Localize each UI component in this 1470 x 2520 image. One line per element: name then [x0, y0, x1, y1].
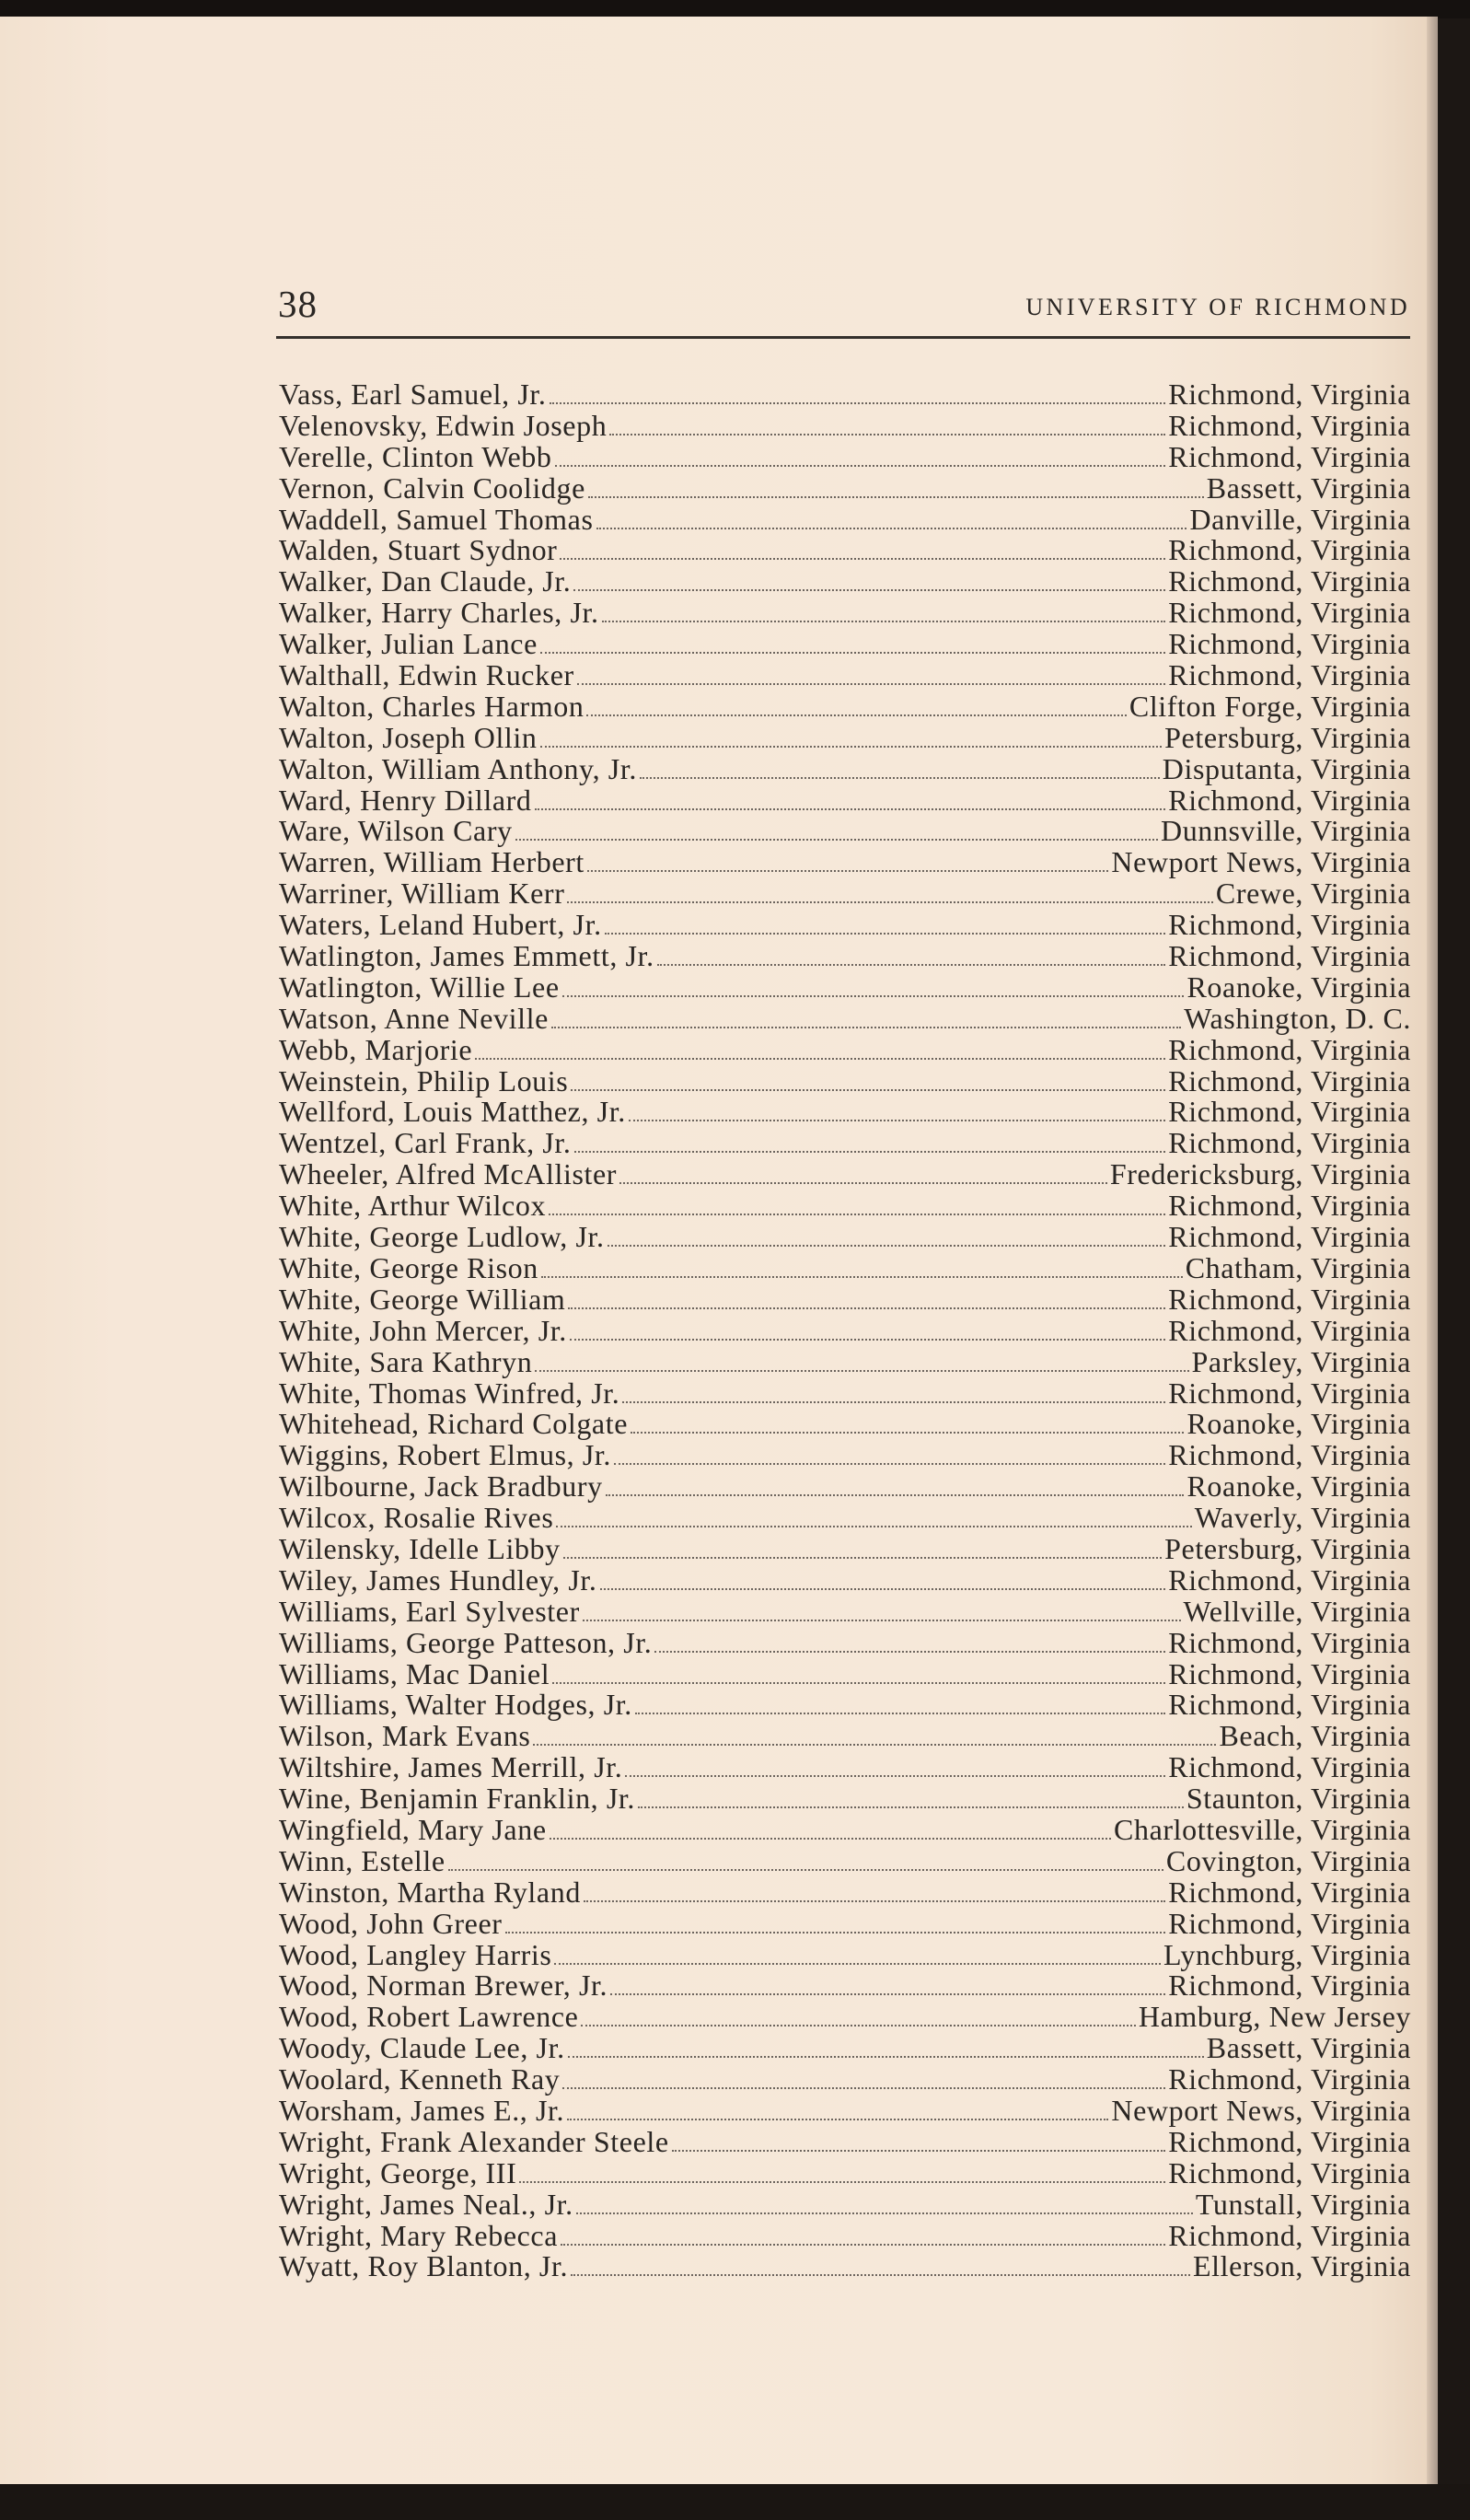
dot-leader	[602, 620, 1166, 622]
entry-place: Richmond, Virginia	[1168, 627, 1411, 661]
entry-place: Richmond, Virginia	[1168, 1220, 1411, 1254]
entry-name: Walden, Stuart Sydnor	[279, 533, 558, 567]
entry-name: Warriner, William Kerr	[279, 877, 565, 911]
directory-entry	[279, 1968, 1411, 2003]
entry-place: Richmond, Virginia	[1168, 408, 1411, 442]
entry-place: Hamburg, New Jersey	[1138, 2000, 1411, 2034]
directory-entry	[279, 752, 1411, 784]
dot-leader	[587, 869, 1109, 872]
dot-leader	[535, 807, 1166, 810]
entry-name: White, George William	[279, 1282, 566, 1316]
entry-place: Petersburg, Virginia	[1164, 720, 1411, 754]
dot-leader	[533, 1743, 1216, 1746]
directory-entry	[279, 1844, 1411, 1875]
entry-place: Chatham, Virginia	[1185, 1250, 1411, 1284]
dot-leader	[640, 776, 1160, 779]
entry-name: Wingfield, Mary Jane	[279, 1812, 547, 1846]
directory-entry	[279, 1157, 1411, 1189]
entry-place: Beach, Virginia	[1219, 1719, 1411, 1753]
dot-leader	[550, 1837, 1111, 1840]
header-rule	[276, 336, 1410, 339]
entry-place: Parksley, Virginia	[1191, 1344, 1411, 1378]
entry-name: Wood, Langley Harris	[279, 1937, 552, 1971]
entry-name: Verelle, Clinton Webb	[279, 439, 552, 473]
directory-entry	[279, 1064, 1411, 1096]
entry-name: Woolard, Kenneth Ray	[279, 2062, 561, 2096]
directory-entry	[279, 1314, 1411, 1345]
entry-name: Williams, Earl Sylvester	[279, 1594, 580, 1628]
entry-name: Woody, Claude Lee, Jr.	[279, 2031, 565, 2065]
dot-leader	[563, 1556, 1162, 1559]
directory-entry	[279, 845, 1411, 877]
directory-entry	[279, 564, 1411, 596]
entry-place: Richmond, Virginia	[1168, 1095, 1411, 1129]
dot-leader	[625, 1774, 1165, 1777]
entry-place: Newport News, Virginia	[1111, 845, 1411, 879]
dot-leader	[448, 1868, 1163, 1871]
directory-entry	[279, 690, 1411, 721]
dot-leader	[654, 1650, 1165, 1653]
directory-entry	[279, 1501, 1411, 1535]
entry-place: Richmond, Virginia	[1168, 908, 1411, 942]
directory-entry	[279, 471, 1411, 503]
dot-leader	[535, 1369, 1188, 1372]
dot-leader	[622, 1400, 1165, 1403]
directory-entry	[279, 877, 1411, 911]
entry-name: Weinstein, Philip Louis	[279, 1063, 569, 1097]
entry-place: Danville, Virginia	[1189, 502, 1411, 536]
directory-entry	[279, 721, 1411, 752]
dot-leader	[570, 1338, 1165, 1341]
directory-entry	[279, 440, 1411, 471]
entry-place: Richmond, Virginia	[1168, 1875, 1411, 1909]
entry-name: Wilensky, Idelle Libby	[279, 1531, 561, 1565]
directory-entry	[279, 2031, 1411, 2065]
running-head: UNIVERSITY OF RICHMOND	[1025, 294, 1410, 320]
entry-name: Walthall, Edwin Rucker	[279, 658, 574, 692]
dot-leader	[672, 2149, 1166, 2152]
entry-place: Dunnsville, Virginia	[1161, 814, 1411, 848]
entry-place: Disputanta, Virginia	[1162, 751, 1411, 785]
dot-leader	[550, 401, 1166, 404]
dot-leader	[608, 1244, 1166, 1247]
entry-name: Velenovsky, Edwin Joseph	[279, 408, 608, 442]
dot-leader	[505, 1931, 1166, 1934]
dot-leader	[554, 1962, 1161, 1965]
entry-name: Wheeler, Alfred McAllister	[279, 1157, 618, 1191]
directory-entry	[279, 2156, 1411, 2188]
entry-place: Roanoke, Virginia	[1186, 1407, 1411, 1441]
directory-entry	[279, 1438, 1411, 1472]
directory-entry	[279, 1002, 1411, 1033]
entry-place: Richmond, Virginia	[1168, 1656, 1411, 1690]
entry-name: Wentzel, Carl Frank, Jr.	[279, 1126, 572, 1160]
entry-place: Richmond, Virginia	[1168, 658, 1411, 692]
dot-leader	[583, 1619, 1181, 1621]
entry-place: Richmond, Virginia	[1168, 533, 1411, 567]
entry-name: White, Thomas Winfred, Jr.	[279, 1376, 620, 1410]
entry-name: Whitehead, Richard Colgate	[279, 1407, 629, 1441]
entry-place: Richmond, Virginia	[1168, 596, 1411, 630]
directory-entry	[279, 533, 1411, 567]
directory-entry	[279, 2094, 1411, 2125]
directory-entry	[279, 1938, 1411, 1969]
entry-name: Waddell, Samuel Thomas	[279, 502, 594, 536]
dot-leader	[657, 963, 1166, 966]
page-edge	[1427, 17, 1438, 2484]
directory-entry	[279, 1813, 1411, 1844]
directory-entry	[279, 2000, 1411, 2034]
entry-place: Fredericksburg, Virginia	[1109, 1157, 1411, 1191]
entry-name: Williams, Walter Hodges, Jr.	[279, 1688, 632, 1722]
entry-place: Richmond, Virginia	[1168, 1063, 1411, 1097]
dot-leader	[551, 1026, 1181, 1028]
entry-name: Warren, William Herbert	[279, 845, 585, 879]
dot-leader	[600, 1587, 1166, 1590]
entry-name: Watson, Anne Neville	[279, 1001, 549, 1035]
entry-name: Wright, James Neal., Jr.	[279, 2187, 573, 2221]
entry-place: Richmond, Virginia	[1168, 1126, 1411, 1160]
dot-leader	[541, 1275, 1183, 1278]
dot-leader	[584, 1899, 1165, 1902]
dot-leader	[638, 1806, 1184, 1808]
entry-name: Wilson, Mark Evans	[279, 1719, 531, 1753]
entry-name: White, George Ludlow, Jr.	[279, 1220, 605, 1254]
page-header	[278, 278, 1410, 330]
dot-leader	[606, 1493, 1185, 1496]
dot-leader	[552, 1681, 1165, 1684]
directory-entry	[279, 1407, 1411, 1441]
entry-place: Richmond, Virginia	[1168, 1968, 1411, 2003]
entry-name: White, John Mercer, Jr.	[279, 1313, 567, 1347]
entry-name: Wiggins, Robert Elmus, Jr.	[279, 1438, 611, 1472]
directory-entry	[279, 1126, 1411, 1160]
entry-name: Waters, Leland Hubert, Jr.	[279, 908, 602, 942]
entry-name: Webb, Marjorie	[279, 1032, 473, 1066]
directory-entry	[279, 1595, 1411, 1626]
entry-place: Richmond, Virginia	[1168, 1282, 1411, 1316]
dot-leader	[619, 1181, 1107, 1184]
directory-entry	[279, 409, 1411, 440]
entry-place: Newport News, Virginia	[1111, 2093, 1411, 2127]
entry-name: Wine, Benjamin Franklin, Jr.	[279, 1782, 636, 1816]
entry-place: Charlottesville, Virginia	[1114, 1812, 1411, 1846]
directory-entry	[279, 1283, 1411, 1314]
entry-place: Richmond, Virginia	[1168, 939, 1411, 973]
entry-place: Richmond, Virginia	[1168, 2155, 1411, 2189]
page-number: 38	[278, 283, 318, 325]
dot-leader	[577, 682, 1166, 685]
entry-name: Wilcox, Rosalie Rives	[279, 1501, 554, 1535]
directory-entry	[279, 1626, 1411, 1657]
dot-leader	[540, 745, 1163, 748]
directory-entry	[279, 1719, 1411, 1753]
entry-place: Richmond, Virginia	[1168, 377, 1411, 411]
entry-name: Williams, Mac Daniel	[279, 1656, 550, 1690]
dot-leader	[629, 1119, 1165, 1121]
directory-entry	[279, 1033, 1411, 1064]
entry-name: Walton, William Anthony, Jr.	[279, 751, 637, 785]
entry-place: Tunstall, Virginia	[1195, 2187, 1411, 2221]
directory-entry	[279, 814, 1411, 848]
dot-leader	[475, 1057, 1165, 1060]
dot-leader	[571, 1088, 1165, 1091]
directory-entry	[279, 1251, 1411, 1283]
entry-name: Wilbourne, Jack Bradbury	[279, 1469, 603, 1504]
directory-entry	[279, 596, 1411, 630]
directory-entry	[279, 503, 1411, 534]
dot-leader	[635, 1712, 1165, 1714]
directory-entry	[279, 2219, 1411, 2250]
dot-leader	[586, 714, 1126, 716]
entry-place: Richmond, Virginia	[1168, 2218, 1411, 2252]
scan-top-border	[0, 0, 1470, 18]
dot-leader	[540, 651, 1165, 654]
entry-place: Richmond, Virginia	[1168, 1313, 1411, 1347]
directory-entry	[279, 627, 1411, 661]
entry-place: Richmond, Virginia	[1168, 1032, 1411, 1066]
directory-entry	[279, 939, 1411, 973]
entry-name: Ware, Wilson Cary	[279, 814, 513, 848]
directory-entry	[279, 1782, 1411, 1816]
entry-name: Wright, Frank Alexander Steele	[279, 2124, 669, 2158]
entry-name: Vass, Earl Samuel, Jr.	[279, 377, 547, 411]
directory-entry	[279, 2062, 1411, 2094]
directory-entry	[279, 1345, 1411, 1376]
entry-place: Clifton Forge, Virginia	[1129, 689, 1411, 723]
directory-entry	[279, 784, 1411, 815]
entry-place: Petersburg, Virginia	[1164, 1531, 1411, 1565]
directory-entry	[279, 2125, 1411, 2156]
directory-entry	[279, 1750, 1411, 1782]
directory-entry	[279, 1469, 1411, 1504]
entry-place: Richmond, Virginia	[1168, 1189, 1411, 1223]
entry-place: Richmond, Virginia	[1168, 1688, 1411, 1722]
directory-entry	[279, 2188, 1411, 2219]
entry-name: Winn, Estelle	[279, 1843, 446, 1877]
entry-name: Wellford, Louis Matthez, Jr.	[279, 1095, 626, 1129]
entry-name: Watlington, Willie Lee	[279, 970, 560, 1004]
entry-place: Ellerson, Virginia	[1192, 2249, 1411, 2283]
dot-leader	[609, 433, 1165, 435]
entry-place: Bassett, Virginia	[1206, 2031, 1411, 2065]
entry-place: Bassett, Virginia	[1206, 470, 1411, 505]
dot-leader	[574, 1150, 1166, 1153]
dot-leader	[562, 2086, 1165, 2089]
dot-leader	[596, 527, 1187, 529]
entry-name: Watlington, James Emmett, Jr.	[279, 939, 654, 973]
entry-name: Winston, Martha Ryland	[279, 1875, 581, 1909]
entry-place: Covington, Virginia	[1165, 1843, 1411, 1877]
entry-place: Waverly, Virginia	[1194, 1501, 1411, 1535]
dot-leader	[549, 1213, 1165, 1215]
directory-entry	[279, 1220, 1411, 1254]
entry-name: Walker, Dan Claude, Jr.	[279, 564, 572, 598]
entry-name: Walker, Harry Charles, Jr.	[279, 596, 599, 630]
scan-bottom-border	[0, 2484, 1470, 2520]
directory-entry	[279, 1907, 1411, 1938]
entry-name: Wright, Mary Rebecca	[279, 2218, 559, 2252]
directory-entry	[279, 658, 1411, 690]
entry-name: Wiley, James Hundley, Jr.	[279, 1562, 597, 1597]
dot-leader	[555, 464, 1166, 467]
directory-entry	[279, 2249, 1411, 2281]
directory-entry	[279, 1563, 1411, 1595]
entry-place: Richmond, Virginia	[1168, 439, 1411, 473]
dot-leader	[610, 1992, 1165, 1995]
directory-entry	[279, 908, 1411, 942]
dot-leader	[567, 900, 1212, 903]
directory-entry	[279, 1532, 1411, 1563]
dot-leader	[556, 1525, 1191, 1527]
dot-leader	[571, 2273, 1190, 2276]
entry-name: Vernon, Calvin Coolidge	[279, 470, 585, 505]
entry-place: Richmond, Virginia	[1168, 564, 1411, 598]
entry-name: Wood, Norman Brewer, Jr.	[279, 1968, 608, 2003]
entry-name: Ward, Henry Dillard	[279, 783, 532, 817]
entry-name: Worsham, James E., Jr.	[279, 2093, 565, 2127]
dot-leader	[568, 2055, 1204, 2058]
entry-place: Richmond, Virginia	[1168, 1562, 1411, 1597]
entry-name: Walton, Joseph Ollin	[279, 720, 538, 754]
directory-entry	[279, 1189, 1411, 1223]
directory-entry	[279, 970, 1411, 1002]
directory-entry	[279, 1376, 1411, 1408]
dot-leader	[573, 588, 1165, 591]
entry-name: Wright, George, III	[279, 2155, 517, 2189]
dot-leader	[560, 557, 1165, 560]
entry-place: Richmond, Virginia	[1168, 2062, 1411, 2096]
entry-place: Crewe, Virginia	[1215, 877, 1411, 911]
entry-name: Walker, Julian Lance	[279, 627, 538, 661]
dot-leader	[562, 994, 1185, 997]
directory-entry	[279, 1688, 1411, 1722]
entry-place: Richmond, Virginia	[1168, 1625, 1411, 1659]
dot-leader	[588, 495, 1204, 498]
dot-leader	[561, 2243, 1165, 2246]
directory-list	[279, 377, 1411, 2281]
directory-entry	[279, 1875, 1411, 1907]
entry-place: Staunton, Virginia	[1186, 1782, 1411, 1816]
entry-name: Walton, Charles Harmon	[279, 689, 585, 723]
entry-place: Wellville, Virginia	[1183, 1594, 1411, 1628]
entry-name: Wood, Robert Lawrence	[279, 2000, 579, 2034]
dot-leader	[631, 1431, 1184, 1434]
dot-leader	[581, 2024, 1135, 2026]
dot-leader	[515, 838, 1158, 841]
directory-entry	[279, 1095, 1411, 1129]
entry-name: Wood, John Greer	[279, 1906, 503, 1940]
entry-name: White, George Rison	[279, 1250, 538, 1284]
entry-place: Lynchburg, Virginia	[1163, 1937, 1411, 1971]
entry-place: Richmond, Virginia	[1168, 783, 1411, 817]
entry-name: Wyatt, Roy Blanton, Jr.	[279, 2249, 569, 2283]
entry-place: Roanoke, Virginia	[1186, 1469, 1411, 1504]
dot-leader	[605, 932, 1166, 935]
entry-place: Richmond, Virginia	[1168, 2124, 1411, 2158]
dot-leader	[568, 1306, 1165, 1309]
entry-place: Richmond, Virginia	[1168, 1376, 1411, 1410]
entry-place: Richmond, Virginia	[1168, 1750, 1411, 1784]
entry-name: White, Arthur Wilcox	[279, 1189, 547, 1223]
directory-entry	[279, 1657, 1411, 1689]
dot-leader	[519, 2180, 1165, 2183]
dot-leader	[576, 2212, 1193, 2214]
entry-place: Richmond, Virginia	[1168, 1438, 1411, 1472]
entry-name: Williams, George Patteson, Jr.	[279, 1625, 653, 1659]
entry-place: Roanoke, Virginia	[1186, 970, 1411, 1004]
dot-leader	[567, 2118, 1108, 2120]
entry-name: White, Sara Kathryn	[279, 1344, 533, 1378]
entry-place: Washington, D. C.	[1184, 1001, 1411, 1035]
dot-leader	[614, 1462, 1165, 1465]
directory-entry	[279, 377, 1411, 409]
entry-place: Richmond, Virginia	[1168, 1906, 1411, 1940]
entry-name: Wiltshire, James Merrill, Jr.	[279, 1750, 623, 1784]
